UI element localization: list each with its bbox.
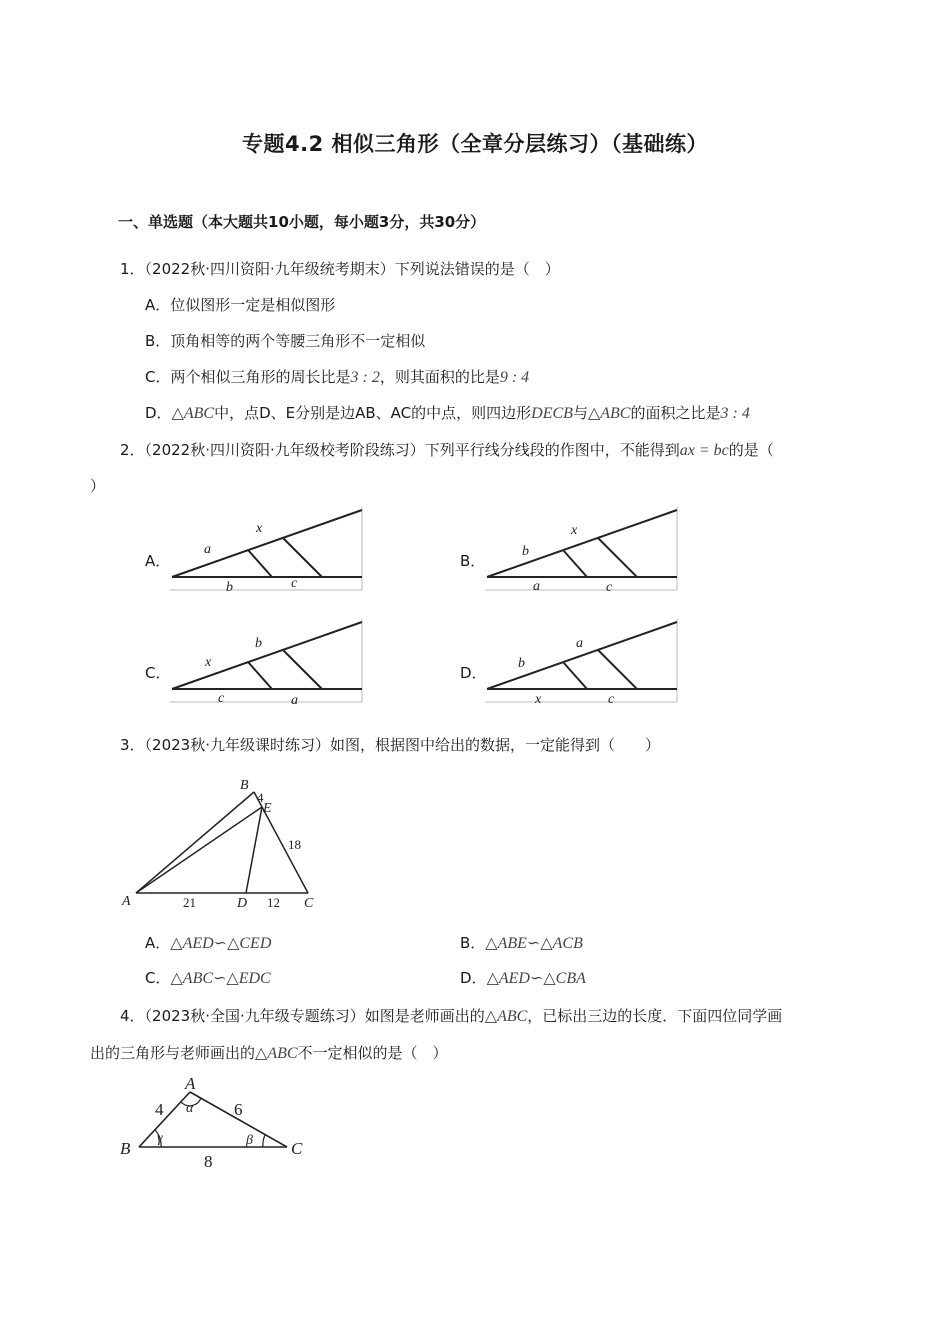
q2-fig-a-label: A．: [145, 552, 171, 570]
q2-number: 2．: [120, 441, 145, 459]
q4-stem-post: ，已标出三边的长度．下面四位同学画: [527, 1007, 783, 1025]
q4-line2-post: 不一定相似的是（ ）: [297, 1044, 448, 1062]
q2-fig-c-label: C．: [145, 664, 171, 682]
q4-len-bc: 8: [204, 1152, 213, 1171]
q4-point-b: B: [120, 1139, 131, 1158]
q1-option-d-tri2: △ABC: [587, 405, 631, 422]
q4-len-ab: 4: [155, 1100, 164, 1119]
fig-d-lower2: c: [608, 692, 615, 707]
fig-c-lower2: a: [291, 693, 298, 708]
q1-option-d: [145, 403, 750, 424]
q1-option-c-pre: C．两个相似三角形的周长比是: [145, 368, 351, 386]
q2-stem-close: ）: [90, 477, 106, 495]
q4-stem-tri: △ABC: [484, 1008, 528, 1025]
q1-option-c-ratio2: 9 : 4: [499, 369, 530, 386]
q1-stem-text: （2022秋·四川资阳·九年级统考期末）下列说法错误的是（ ）: [144, 260, 560, 278]
q3-option-c: [145, 968, 271, 989]
q4-angle-beta: β: [246, 1133, 253, 1148]
q4-number: 4．: [120, 1007, 145, 1025]
q1-option-a: A．位似图形一定是相似图形: [145, 296, 336, 314]
fig-b-upper2: x: [571, 523, 578, 538]
q3-option-d-label: D．: [460, 969, 487, 987]
q4-stem-line2: [90, 1043, 448, 1064]
q4-angle-gamma: γ: [157, 1131, 163, 1146]
q1-option-c-mid: ，则其面积的比是: [379, 368, 500, 386]
section-heading: 一、单选题（本大题共10小题，每小题3分，共30分）: [118, 213, 486, 231]
fig-d-upper1: b: [518, 656, 525, 671]
q1-option-d-mid2: 与: [572, 404, 588, 422]
q2-fig-d-label: D．: [460, 664, 487, 682]
q3-point-d: D: [237, 896, 248, 911]
q1-option-d-ratio: 3 : 4: [720, 405, 750, 422]
q1-option-d-tri: △ABC: [171, 405, 215, 422]
fig-d-upper2: a: [576, 636, 583, 651]
q1-option-d-pre: D．: [145, 404, 172, 422]
q2-figure-c: [170, 617, 370, 711]
fig-a-lower1: b: [226, 580, 233, 595]
q3-point-e: E: [263, 801, 272, 816]
q2-figure-a: [170, 505, 370, 599]
q4-len-ac: 6: [234, 1100, 243, 1119]
q3-option-a-label: A．: [145, 934, 171, 952]
q1-option-d-post: 的面积之比是: [630, 404, 721, 422]
fig-a-upper1: a: [204, 542, 211, 557]
q1-number: 1．: [120, 260, 145, 278]
q2-stem-pre: （2022秋·四川资阳·九年级校考阶段练习）下列平行线分线段的作图中，不能得到: [144, 441, 680, 459]
q2-fig-b-label: B．: [460, 552, 486, 570]
fig-a-lower2: c: [291, 576, 298, 591]
q4-angle-alpha: α: [186, 1101, 194, 1116]
q3-len-be: 4: [257, 790, 264, 805]
q2-stem: [120, 440, 774, 461]
q1-option-d-quad: DECB: [531, 405, 573, 422]
page-title: 专题4.2 相似三角形（全章分层练习）（基础练）: [241, 132, 708, 156]
q3-option-c-text: △ABC∽△EDC: [170, 970, 271, 987]
q1-option-c-ratio1: 3 : 2: [350, 369, 380, 386]
q3-point-b: B: [240, 778, 249, 793]
q3-option-d-text: △AED∽△CBA: [486, 970, 586, 987]
fig-c-upper1: x: [205, 655, 212, 670]
fig-d-lower1: x: [535, 692, 542, 707]
fig-b-upper1: b: [522, 544, 529, 559]
q3-point-a: A: [122, 894, 131, 909]
q4-point-c: C: [291, 1139, 303, 1158]
q1-stem: [120, 259, 560, 279]
q3-len-ad: 21: [183, 895, 196, 910]
q3-stem: [120, 735, 660, 755]
q3-option-a-text: △AED∽△CED: [170, 935, 272, 952]
q1-option-b: B．顶角相等的两个等腰三角形不一定相似: [145, 332, 426, 350]
q4-line2-tri: △ABC: [255, 1045, 298, 1062]
q4-point-a: A: [185, 1074, 196, 1093]
q4-stem-pre: （2023秋·全国·九年级专题练习）如图是老师画出的: [144, 1007, 485, 1025]
q3-option-a: [145, 933, 271, 954]
q1-option-d-mid: 中，点D、E分别是边AB、AC的中点，则四边形: [214, 404, 532, 422]
q2-figure-b: [485, 505, 685, 599]
q3-option-b-label: B．: [460, 934, 486, 952]
q3-option-d: [460, 968, 586, 989]
q4-stem: [120, 1006, 782, 1027]
q3-number: 3．: [120, 736, 145, 754]
q2-stem-post: 的是（: [728, 441, 774, 459]
q1-option-c: [145, 367, 529, 388]
q3-figure: [118, 775, 328, 919]
fig-b-lower2: c: [606, 580, 613, 595]
q3-stem-text: （2023秋·九年级课时练习）如图，根据图中给出的数据，一定能得到（ ）: [144, 736, 660, 754]
q3-point-c: C: [304, 896, 314, 911]
q3-option-b: [460, 933, 583, 954]
q3-option-b-text: △ABE∽△ACB: [485, 935, 583, 952]
fig-c-upper2: b: [255, 636, 262, 651]
q3-len-ec: 18: [288, 837, 301, 852]
q2-figure-d: [485, 617, 685, 711]
q3-len-dc: 12: [267, 895, 280, 910]
q4-line2-pre: 出的三角形与老师画出的: [90, 1044, 256, 1062]
fig-a-upper2: x: [256, 521, 263, 536]
fig-c-lower1: c: [218, 691, 225, 706]
q3-option-c-label: C．: [145, 969, 171, 987]
q4-figure: [115, 1072, 315, 1176]
q2-equation: ax = bc: [679, 442, 729, 459]
fig-b-lower1: a: [533, 579, 540, 594]
